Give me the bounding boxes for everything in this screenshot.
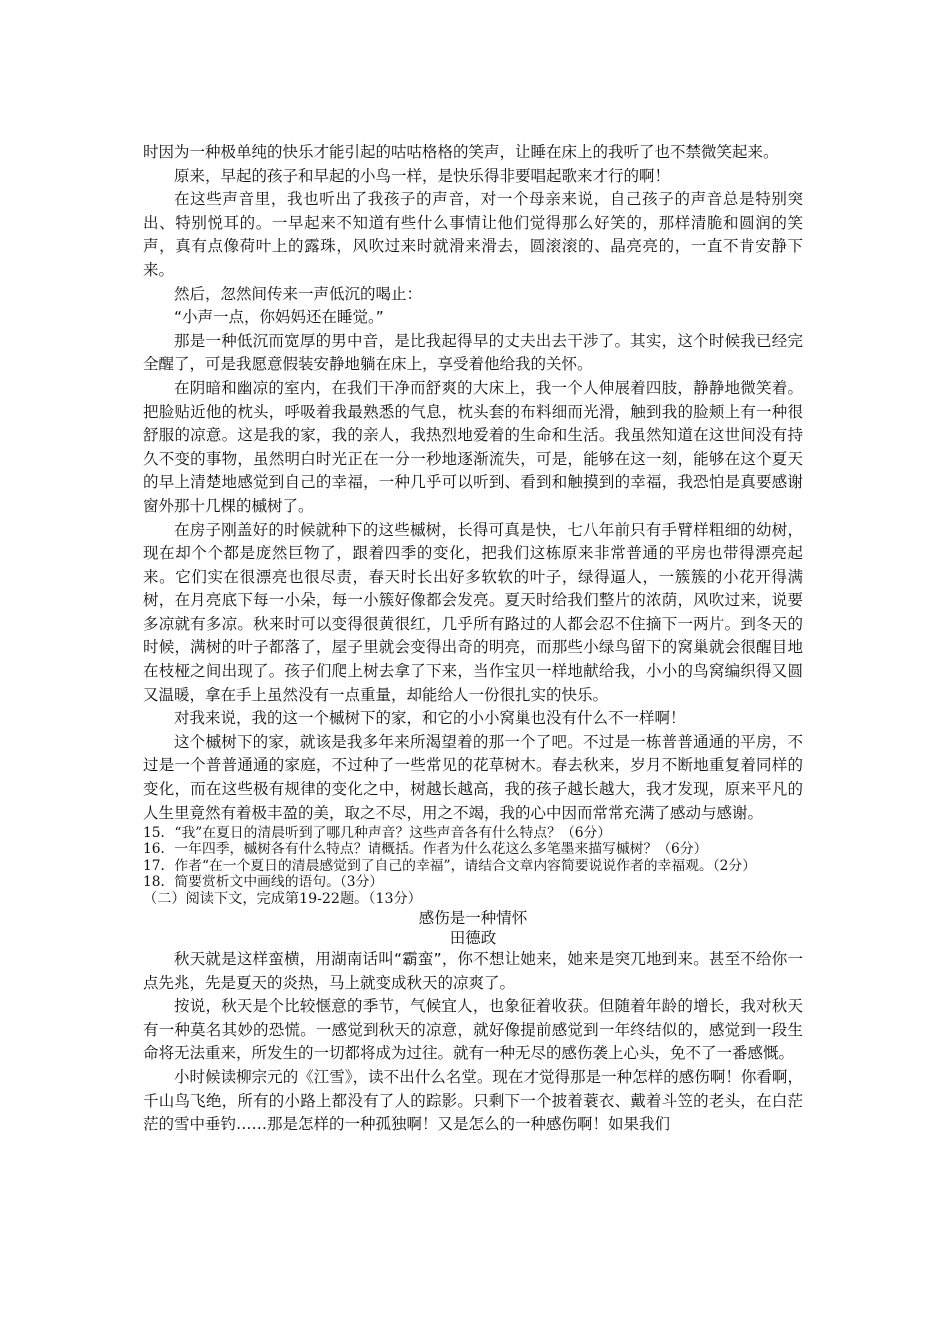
paragraph: 在阴暗和幽凉的室内，在我们干净而舒爽的大床上，我一个人伸展着四肢，静静地微笑着。把脸贴近他的枕头，呼吸着我最熟悉的气息，枕头套的布料细而光滑，触到我的脸颊上有一种很舒服的凉意。这是我的家，我的亲人，我热烈地爱着的生命和生活。我虽然知道在这世间没有持久不变的事物，虽然明白时光正在一分一秒地逐渐流失，可是，能够在这一刻，能够在这个夏天的早上清楚地感觉到自己的幸福，一种几乎可以听到、看到和触摸到的幸福，我恐怕是真要感谢窗外那十几棵的槭树了。 xyxy=(143,378,803,515)
paragraph: 在房子刚盖好的时候就种下的这些槭树，长得可真是快，七八年前只有手臂样粗细的幼树，现在却个个都是庞然巨物了，跟着四季的变化，把我们这栋原来非常普通的平房也带得漂亮起来。它们实在很漂亮也很尽责，春天时长出好多软软的叶子，绿得逼人，一簇簇的小花开得满树，在月亮底下每一小朵，每一小簇好像都会发亮。夏天时给我们整片的浓荫，风吹过来，说要多凉就有多凉。秋来时可以变得很黄很红，几乎所有路过的人都会忍不住摘下一两片。到冬天的时候，满树的叶子都落了，屋子里就会变得出奇的明亮，而那些小绿鸟留下的窝巢就会很醒目地在枝桠之间出现了。孩子们爬上树去拿了下来，当作宝贝一样地献给我，小小的鸟窝编织得又圆又温暖，拿在手上虽然没有一点重量，却能给人一份很扎实的快乐。 xyxy=(143,520,803,704)
question-15: 15．“我”在夏日的清晨听到了哪几种声音？这些声音各有什么特点？（6分） xyxy=(143,825,612,842)
paragraph: 原来，早起的孩子和早起的小鸟一样，是快乐得非要唱起歌来才行的啊！ xyxy=(174,166,671,185)
paragraph: 这个槭树下的家，就该是我多年来所渴望着的那一个了吧。不过是一栋普普通通的平房，不过是一个普普通通的家庭，不过种了一些常见的花草树木。春去秋来，岁月不断地重复着同样的变化，而在这些极有规律的变化之中，树越长越高，我的孩子越长越大，我才发现，原来平凡的人生里竟然有着极丰盈的美，取之不尽，用之不竭，我的心中因而常常充满了感动与感谢。 xyxy=(143,732,803,822)
paragraph: 然后，忽然间传来一声低沉的喝止： xyxy=(174,284,423,303)
question-18: 18．简要赏析文中画线的语句。（3分） xyxy=(143,873,384,890)
paragraph: 在这些声音里，我也听出了我孩子的声音，对一个母亲来说，自己孩子的声音总是特别突出、特别悦耳的。一早起来不知道有些什么事情让他们觉得那么好笑的，那样清脆和圆润的笑声，真有点像荷叶上的露珠，风吹过来时就滑来滑去，圆滚滚的、晶亮亮的，一直不肯安静下来。 xyxy=(143,190,803,279)
paragraph: “小声一点，你妈妈还在睡觉。” xyxy=(174,308,384,327)
question-16: 16．一年四季，槭树各有什么特点？请概括。作者为什么花这么多笔墨来描写槭树？（6分） xyxy=(143,841,708,858)
paragraph: 那是一种低沉而宽厚的男中音，是比我起得早的丈夫出去干涉了。其实，这个时候我已经完全醒了，可是我愿意假装安静地躺在床上，享受着他给我的关怀。 xyxy=(143,331,803,374)
paragraph: 按说，秋天是个比较惬意的季节，气候宜人，也象征着收获。但随着年龄的增长，我对秋天有一种莫名其妙的恐慌。一感觉到秋天的凉意，就好像提前感觉到一年终结似的，感觉到一段生命将无法重来，所发生的一切都将成为过往。就有一种无尽的感伤袭上心头，免不了一番感慨。 xyxy=(143,997,803,1063)
document-page xyxy=(143,141,803,1137)
question-17: 17．作者“在一个夏日的清晨感觉到了自己的幸福”，请结合文章内容简要说说作者的幸福观。（2分） xyxy=(143,857,757,874)
article-title: 感伤是一种情怀 xyxy=(418,909,528,928)
paragraph: 秋天就是这样蛮横，用湖南话叫“霸蛮”，你不想让她来，她来是突兀地到来。甚至不给你一点先兆，先是夏天的炎热，马上就变成秋天的凉爽了。 xyxy=(143,950,803,992)
paragraph: 时因为一种极单纯的快乐才能引起的咕咕格格的笑声，让睡在床上的我听了也不禁微笑起来。 xyxy=(143,143,779,161)
article-author: 田德政 xyxy=(449,929,497,948)
paragraph: 小时候读柳宗元的《江雪》，读不出什么名堂。现在才觉得那是一种怎样的感伤啊！你看啊，千山鸟飞绝，所有的小路上都没有了人的踪影。只剩下一个披着蓑衣、戴着斗笠的老头，在白茫茫的雪中垂钓……那是怎样的一种孤独啊！又是怎么的一种感伤啊！如果我们 xyxy=(143,1068,803,1134)
section-heading: （二）阅读下文，完成第19-22题。（13分） xyxy=(143,891,422,908)
paragraph: 对我来说，我的这一个槭树下的家，和它的小小窝巢也没有什么不一样啊！ xyxy=(174,709,686,728)
